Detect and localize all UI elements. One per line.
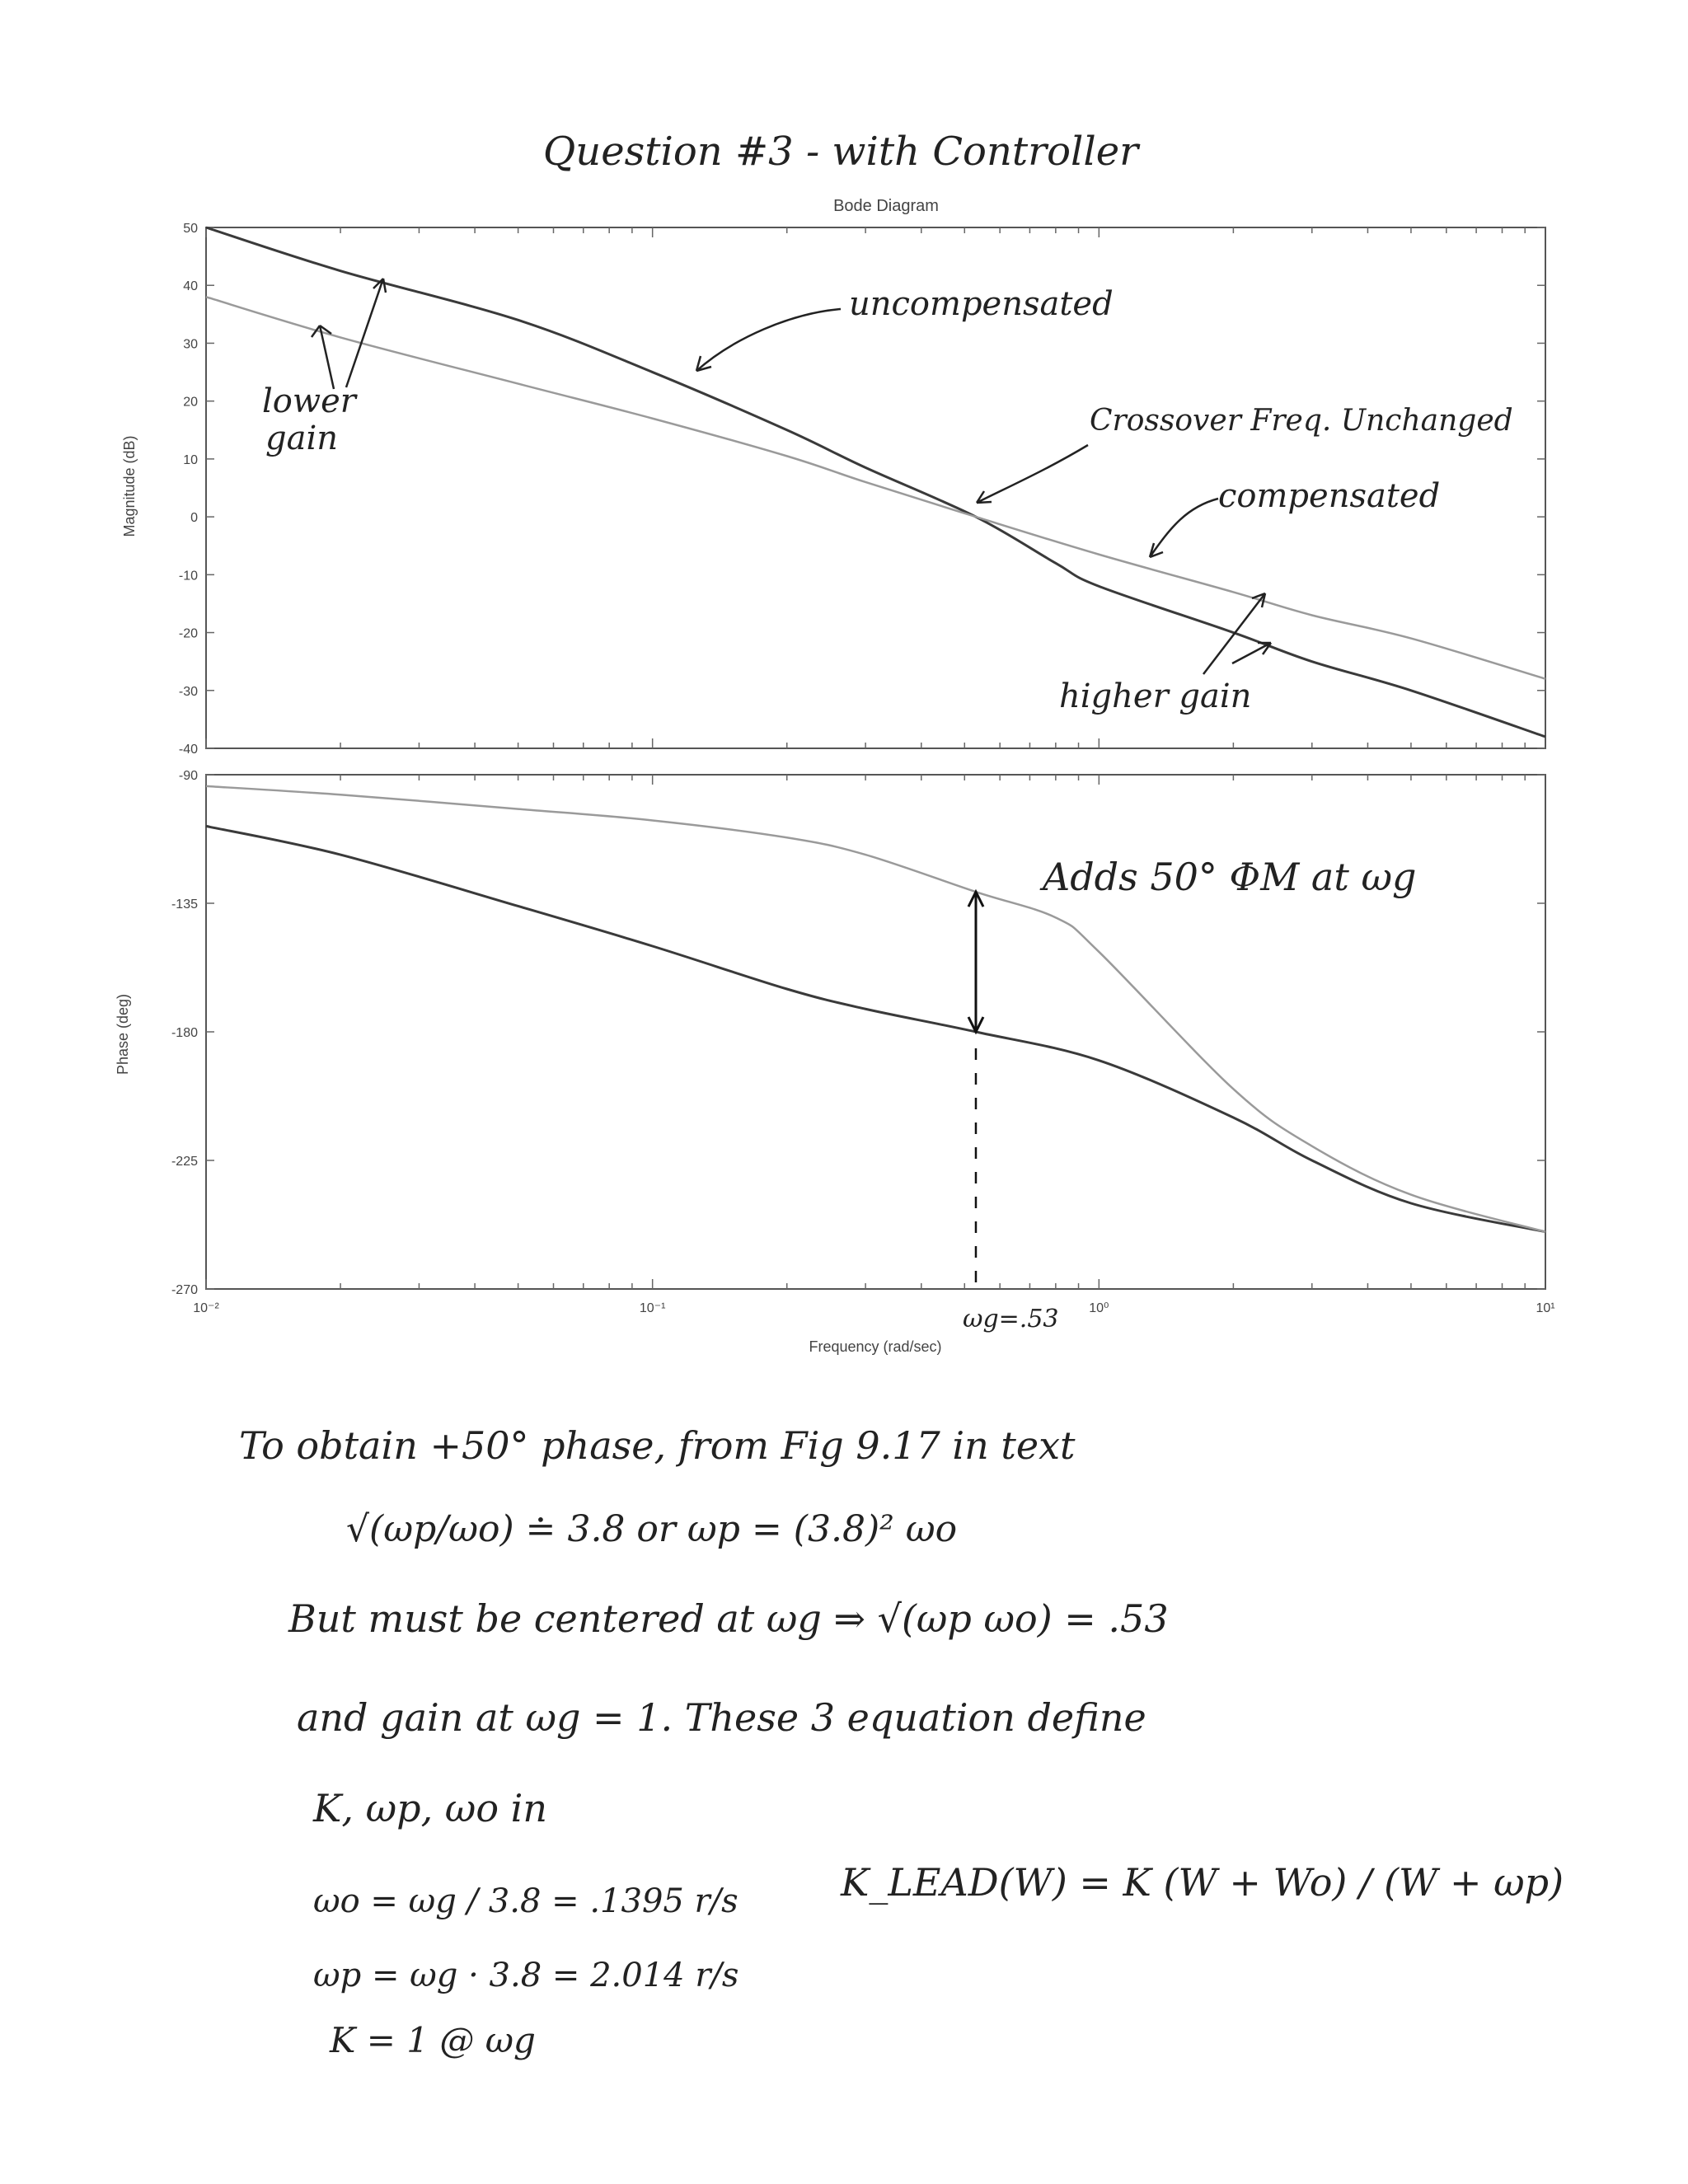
y-tick-label: -270 bbox=[171, 1283, 198, 1297]
annotation-wg-value: ωg=.53 bbox=[963, 1305, 1059, 1333]
notes-line-5: K, ωp, ωo in bbox=[313, 1786, 547, 1830]
y-tick-label: -180 bbox=[171, 1026, 198, 1040]
series-line-compensated bbox=[206, 786, 1545, 1232]
y-tick-label: -10 bbox=[178, 569, 198, 583]
notes-wp-equation: ωp = ωg · 3.8 = 2.014 r/s bbox=[313, 1957, 739, 1994]
annotation-gain: gain bbox=[265, 419, 339, 457]
notes-line-1: To obtain +50° phase, from Fig 9.17 in text bbox=[239, 1423, 1076, 1468]
y-tick-label: -20 bbox=[178, 626, 198, 641]
x-tick-label: 10⁰ bbox=[1089, 1301, 1109, 1315]
annotation-compensated: compensated bbox=[1218, 477, 1441, 515]
notes-line-3: But must be centered at ωg ⇒ √(ωp ωo) = .53 bbox=[288, 1596, 1169, 1641]
phase-series bbox=[206, 786, 1545, 1232]
y-tick-label: 50 bbox=[183, 222, 198, 236]
notes-line-4: and gain at ωg = 1. These 3 equation define bbox=[297, 1695, 1146, 1740]
y-tick-label: 40 bbox=[183, 279, 198, 294]
y-tick-label: -30 bbox=[178, 684, 198, 699]
annotation-adds-phase-margin: Adds 50° ΦM at ωg bbox=[1043, 855, 1417, 899]
magnitude-ylabel: Magnitude (dB) bbox=[121, 435, 138, 537]
x-tick-label: 10¹ bbox=[1536, 1301, 1555, 1315]
notes-formula: K_LEAD(W) = K (W + Wo) / (W + ωp) bbox=[841, 1860, 1564, 1905]
y-tick-label: 0 bbox=[190, 511, 198, 526]
notes-k-equation: K = 1 @ ωg bbox=[330, 2020, 536, 2060]
x-tick-label: 10⁻¹ bbox=[639, 1301, 666, 1315]
annotation-crossover-arrow bbox=[977, 445, 1088, 503]
y-tick-label: 30 bbox=[183, 337, 198, 352]
phase-xlabel: Frequency (rad/sec) bbox=[809, 1338, 942, 1355]
annotation-higher-gain: higher gain bbox=[1059, 677, 1252, 715]
annotation-uncompensated: uncompensated bbox=[849, 285, 1114, 323]
y-tick-label: -135 bbox=[171, 898, 198, 912]
notes bbox=[239, 1423, 1564, 2060]
y-tick-label: -225 bbox=[171, 1155, 198, 1169]
y-tick-label: 10 bbox=[183, 452, 198, 467]
wg-marker bbox=[968, 892, 983, 1289]
phase-ylabel: Phase (deg) bbox=[115, 993, 131, 1076]
annotation-uncompensated-arrow bbox=[696, 309, 841, 371]
y-tick-label: -40 bbox=[178, 743, 198, 757]
annotation-crossover: Crossover Freq. Unchanged bbox=[1090, 404, 1513, 438]
notes-line-2: √(ωp/ωo) ≐ 3.8 or ωp = (3.8)² ωo bbox=[346, 1508, 958, 1550]
y-tick-label: -90 bbox=[178, 769, 198, 783]
phase-y-ticks bbox=[171, 769, 1545, 1297]
notes-wo-equation: ωo = ωg / 3.8 = .1395 r/s bbox=[313, 1882, 738, 1920]
y-tick-label: 20 bbox=[183, 395, 198, 410]
annotation-lower-gain-arrows bbox=[312, 279, 386, 389]
heading: Question #3 - with Controller bbox=[542, 129, 1139, 175]
phase-frame bbox=[206, 775, 1545, 1289]
annotation-lower: lower bbox=[262, 382, 356, 420]
annotation-compensated-arrow bbox=[1150, 499, 1218, 557]
chart-title: Bode Diagram bbox=[833, 197, 939, 215]
x-tick-label: 10⁻² bbox=[193, 1301, 219, 1315]
